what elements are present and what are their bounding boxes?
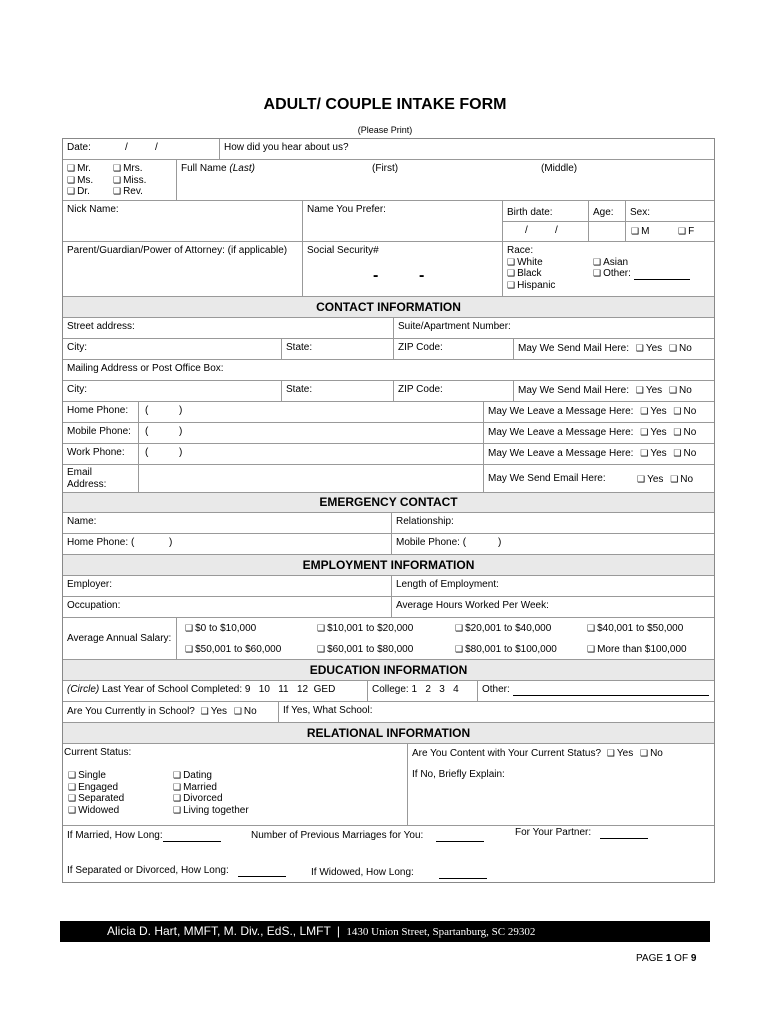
- mailing-zip-field[interactable]: ZIP Code:: [394, 381, 514, 402]
- race-black-checkbox[interactable]: [507, 268, 517, 279]
- separated-long-input[interactable]: [238, 868, 286, 877]
- occupation-field[interactable]: Occupation:: [63, 597, 392, 618]
- send-mail-option: May We Send Mail Here: ❑ Yes ❑ No: [514, 339, 714, 360]
- previous-marriages-input[interactable]: [436, 833, 484, 842]
- education-other-input[interactable]: [513, 687, 709, 696]
- sex-m-checkbox[interactable]: [631, 226, 641, 237]
- nick-name-field[interactable]: Nick Name:: [63, 201, 303, 242]
- date-field[interactable]: Date: / /: [63, 139, 220, 160]
- emergency-home-phone-field[interactable]: Home Phone: ( ): [63, 534, 392, 555]
- mobile-phone-label: Mobile Phone:: [63, 423, 139, 444]
- email-label: Email Address:: [63, 465, 139, 493]
- send-mail-no-checkbox[interactable]: [669, 343, 679, 354]
- widowed-long-input[interactable]: [439, 870, 487, 879]
- intake-form: [62, 138, 715, 883]
- miss-checkbox[interactable]: [113, 175, 123, 186]
- emergency-section-heading: EMERGENCY CONTACT: [63, 493, 714, 513]
- form-subtitle: (Please Print): [357, 125, 413, 135]
- mailing-city-field[interactable]: City:: [63, 381, 282, 402]
- status-divorced-checkbox[interactable]: [173, 793, 183, 804]
- mrs-checkbox[interactable]: [113, 163, 123, 174]
- mailing-address-field[interactable]: Mailing Address or Post Office Box:: [63, 360, 714, 381]
- mobile-msg-yes-checkbox[interactable]: [640, 427, 650, 438]
- mobile-msg-no-checkbox[interactable]: [673, 427, 683, 438]
- race-other-input[interactable]: [634, 271, 690, 280]
- partner-marriages-input[interactable]: [600, 830, 648, 839]
- status-single-checkbox[interactable]: [68, 770, 78, 781]
- in-school-yes-checkbox[interactable]: [201, 706, 211, 717]
- home-phone-field[interactable]: ( ): [139, 402, 484, 423]
- salary-10-20k-checkbox[interactable]: [317, 623, 327, 634]
- employment-section-heading: EMPLOYMENT INFORMATION: [63, 555, 714, 576]
- send-email-no-checkbox[interactable]: [670, 474, 680, 485]
- full-name-field[interactable]: Full Name (Last) (First) (Middle): [177, 160, 714, 201]
- preferred-name-field[interactable]: Name You Prefer:: [303, 201, 503, 242]
- birth-date-field[interactable]: / /: [503, 222, 589, 242]
- content-status-group: Are You Content with Your Current Status? ❑ Yes ❑ No If No, Briefly Explain:: [408, 744, 714, 826]
- page-number: PAGE 1 OF 9: [636, 953, 697, 964]
- status-married-checkbox[interactable]: [173, 782, 183, 793]
- grade-options[interactable]: 9 10 11 12 GED: [244, 684, 336, 695]
- salary-label: Average Annual Salary:: [63, 618, 177, 660]
- status-dating-checkbox[interactable]: [173, 770, 183, 781]
- status-separated-checkbox[interactable]: [68, 793, 78, 804]
- rev-checkbox[interactable]: [113, 186, 123, 197]
- work-msg-no-checkbox[interactable]: [673, 448, 683, 459]
- work-phone-label: Work Phone:: [63, 444, 139, 465]
- race-hispanic-checkbox[interactable]: [507, 280, 517, 291]
- college-field: College: 1 2 3 4: [368, 681, 478, 702]
- what-school-field[interactable]: If Yes, What School:: [279, 702, 714, 723]
- send-mail-yes-checkbox[interactable]: [636, 343, 646, 354]
- relational-section-heading: RELATIONAL INFORMATION: [63, 723, 714, 744]
- mr-checkbox[interactable]: [67, 163, 77, 174]
- sex-label: Sex:: [626, 201, 714, 222]
- race-white-checkbox[interactable]: [507, 257, 517, 268]
- salary-80-100k-checkbox[interactable]: [455, 644, 465, 655]
- home-phone-message-option: May We Leave a Message Here: ❑ Yes ❑ No: [484, 402, 714, 423]
- content-no-checkbox[interactable]: [640, 748, 650, 759]
- home-msg-yes-checkbox[interactable]: [640, 406, 650, 417]
- mailing-send-yes-checkbox[interactable]: [636, 385, 646, 396]
- salary-options: ❑ $0 to $10,000 ❑ $10,001 to $20,000 ❑ $20,001 to $40,000 ❑ $40,001 to $50,000 ❑ $50,001 to $60,000 ❑ $60,001 to $80,000 ❑ $80,001 to $100,000 ❑ More than $100,000: [177, 618, 714, 660]
- state-field[interactable]: State:: [282, 339, 394, 360]
- education-other-field: Other:: [478, 681, 714, 702]
- work-msg-yes-checkbox[interactable]: [640, 448, 650, 459]
- emergency-mobile-phone-field[interactable]: Mobile Phone: ( ): [392, 534, 714, 555]
- dr-checkbox[interactable]: [67, 186, 77, 197]
- sex-options: ❑ M ❑ F: [626, 222, 714, 242]
- email-field[interactable]: [139, 465, 484, 493]
- current-status-group: Current Status: ❑ Single ❑ Engaged ❑ Separated ❑ Widowed ❑ Dating ❑ Married ❑ Divorced ❑ Living together: [63, 744, 408, 826]
- form-title: ADULT/ COUPLE INTAKE FORM: [263, 96, 507, 113]
- mailing-state-field[interactable]: State:: [282, 381, 394, 402]
- status-living-together-checkbox[interactable]: [173, 805, 183, 816]
- birth-date-label: Birth date:: [503, 201, 589, 222]
- emergency-relationship-field[interactable]: Relationship:: [392, 513, 714, 534]
- age-field[interactable]: [589, 222, 626, 242]
- zip-field[interactable]: ZIP Code:: [394, 339, 514, 360]
- suite-field[interactable]: Suite/Apartment Number:: [394, 318, 714, 339]
- mailing-send-mail-option: May We Send Mail Here: ❑ Yes ❑ No: [514, 381, 714, 402]
- salary-40-50k-checkbox[interactable]: [587, 623, 597, 634]
- ssn-field[interactable]: Social Security# - -: [303, 242, 503, 297]
- mailing-send-no-checkbox[interactable]: [669, 385, 679, 396]
- home-msg-no-checkbox[interactable]: [673, 406, 683, 417]
- salutation-group: ❑ Mr. ❑ Mrs. ❑ Ms. ❑ Miss. ❑ Dr. ❑ Rev.: [63, 160, 177, 201]
- status-engaged-checkbox[interactable]: [68, 782, 78, 793]
- footer-bar: Alicia D. Hart, MMFT, M. Div., EdS., LMFT | 1430 Union Street, Spartanburg, SC 29302: [60, 921, 710, 942]
- work-phone-field[interactable]: ( ): [139, 444, 484, 465]
- how-hear-field[interactable]: How did you hear about us?: [220, 139, 714, 160]
- home-phone-label: Home Phone:: [63, 402, 139, 423]
- ms-checkbox[interactable]: [67, 175, 77, 186]
- race-group: Race: ❑ White ❑ Asian ❑ Black ❑ Other: ❑ Hispanic: [503, 242, 714, 297]
- parent-guardian-field[interactable]: Parent/Guardian/Power of Attorney: (if applicable): [63, 242, 303, 297]
- marriage-history: If Married, How Long: Number of Previous Marriages for You: For Your Partner: If Separated or Divorced, How Long: If Widowed, How Long:: [63, 826, 714, 882]
- education-section-heading: EDUCATION INFORMATION: [63, 660, 714, 681]
- in-school-option: Are You Currently in School? ❑ Yes ❑ No: [63, 702, 279, 723]
- practice-address: 1430 Union Street, Spartanburg, SC 29302: [346, 926, 536, 938]
- street-address-field[interactable]: Street address:: [63, 318, 394, 339]
- content-yes-checkbox[interactable]: [607, 748, 617, 759]
- explain-field[interactable]: If No, Briefly Explain:: [412, 769, 505, 780]
- salary-100k-plus-checkbox[interactable]: [587, 644, 597, 655]
- salary-60-80k-checkbox[interactable]: [317, 644, 327, 655]
- salary-50-60k-checkbox[interactable]: [185, 644, 195, 655]
- practitioner-name: Alicia D. Hart, MMFT, M. Div., EdS., LMFT: [107, 924, 331, 938]
- emergency-name-field[interactable]: Name:: [63, 513, 392, 534]
- married-long-input[interactable]: [163, 833, 221, 842]
- salary-20-40k-checkbox[interactable]: [455, 623, 465, 634]
- send-email-option: May We Send Email Here: ❑ Yes ❑ No: [484, 465, 714, 493]
- race-other-checkbox[interactable]: [593, 268, 603, 279]
- sex-f-checkbox[interactable]: [678, 226, 688, 237]
- age-label: Age:: [589, 201, 626, 222]
- contact-section-heading: CONTACT INFORMATION: [63, 297, 714, 318]
- status-widowed-checkbox[interactable]: [68, 805, 78, 816]
- salary-0-10k-checkbox[interactable]: [185, 623, 195, 634]
- hours-worked-field[interactable]: Average Hours Worked Per Week:: [392, 597, 714, 618]
- mobile-phone-message-option: May We Leave a Message Here: ❑ Yes ❑ No: [484, 423, 714, 444]
- college-year-options[interactable]: 1 2 3 4: [411, 684, 459, 695]
- employer-field[interactable]: Employer:: [63, 576, 392, 597]
- in-school-no-checkbox[interactable]: [234, 706, 244, 717]
- last-year-school-field: (Circle) Last Year of School Completed: 9 10 11 12 GED: [63, 681, 368, 702]
- mobile-phone-field[interactable]: ( ): [139, 423, 484, 444]
- work-phone-message-option: May We Leave a Message Here: ❑ Yes ❑ No: [484, 444, 714, 465]
- race-asian-checkbox[interactable]: [593, 257, 603, 268]
- employment-length-field[interactable]: Length of Employment:: [392, 576, 714, 597]
- city-field[interactable]: City:: [63, 339, 282, 360]
- send-email-yes-checkbox[interactable]: [637, 474, 647, 485]
